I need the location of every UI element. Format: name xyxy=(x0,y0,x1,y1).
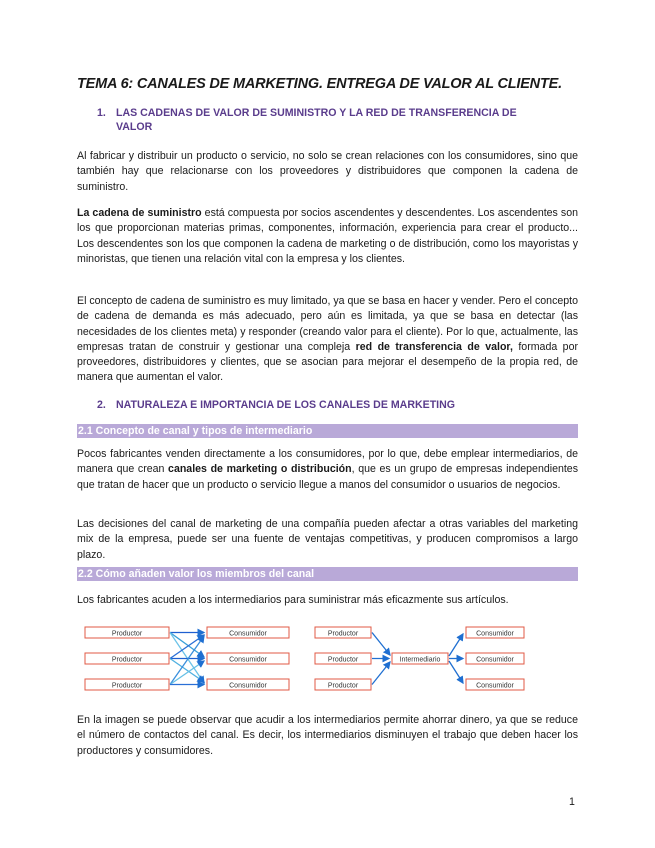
paragraph-channel-decisions: Las decisiones del canal de marketing de una compañía pueden afectar a otras variables del marketing mix de la empresa, puede ser una fuente de ventajas competitivas, y producen compromisos a largo plazo. xyxy=(77,518,578,561)
paragraph-value-network-text1: El concepto de cadena de suministro es muy limitado, ya que se basa en hacer y vender. Pero el concepto de cadena de demanda es más adecuado, pero aún es limitada, ya que se basa en detectar (las necesidades de los clientes meta) y responder (creando valor para el cliente). Por lo que, actualmente, las empresas tratan de construir y gestionar una compleja xyxy=(77,295,578,353)
contact-arrow xyxy=(449,634,463,656)
contact-arrow xyxy=(170,636,204,685)
section-1-heading xyxy=(97,106,579,134)
page-title: TEMA 6: CANALES DE MARKETING. ENTREGA DE VALOR AL CLIENTE. xyxy=(77,76,562,92)
direct-contact-arrows xyxy=(170,633,204,685)
producer-label: Productor xyxy=(111,682,143,690)
paragraph-value-network-text2: formada por proveedores, distribuidores y clientes, que se asocian para mejorar el desempeño de la propia red, de manera que aumentan el valor. xyxy=(77,340,578,384)
section-2-heading-text: NATURALEZA E IMPORTANCIA DE LOS CANALES DE MARKETING xyxy=(116,399,455,411)
direct-channel-diagram xyxy=(85,627,289,690)
section-2-number: 2. xyxy=(97,399,106,411)
producer-label: Productor xyxy=(327,630,359,638)
paragraph-channel-concept-text2: , que es un grupo de empresas independientes que tratan de hacer que un producto o servicio llegue a manos del consumidor o usuarios de negocios. xyxy=(77,463,578,491)
term-supply-chain: La cadena de suministro xyxy=(77,207,202,219)
section-1-heading-line2: VALOR xyxy=(116,121,153,133)
subsection-2-1-band: 2.1 Concepto de canal y tipos de intermediario xyxy=(77,424,578,438)
term-marketing-channels: canales de marketing o distribución xyxy=(168,463,352,476)
intermediary-label: Intermediario xyxy=(399,656,441,664)
section-2-heading xyxy=(97,398,579,412)
contact-arrow xyxy=(372,633,390,656)
subsection-2-2-band: 2.2 Cómo añaden valor los miembros del canal xyxy=(77,567,578,581)
paragraph-intermediaries: Los fabricantes acuden a los intermediarios para suministrar más eficazmente sus artículos. xyxy=(77,594,509,606)
paragraph-supply-relations: Al fabricar y distribuir un producto o servicio, no solo se crean relaciones con los consumidores, sino que también hay que relacionarse con los proveedores y distribuidores que componen la cadena de suministro. xyxy=(77,150,578,193)
intermediary-channel-diagram xyxy=(315,627,524,690)
consumer-label: Consumidor xyxy=(476,630,514,638)
paragraph-channel-concept xyxy=(77,447,578,493)
contact-arrow xyxy=(170,659,204,683)
page-number: 1 xyxy=(569,796,575,808)
consumer-label: Consumidor xyxy=(476,682,514,690)
contact-arrow xyxy=(170,633,204,684)
term-value-network: red de transferencia de valor, xyxy=(355,340,513,353)
consumer-label: Consumidor xyxy=(229,682,267,690)
consumer-label: Consumidor xyxy=(229,630,267,638)
paragraph-conclusion: En la imagen se puede observar que acudir a los intermediarios permite ahorrar dinero, ya que se reduce el número de contactos del canal. Es decir, los intermediarios disminuyen el trabajo que deben hacer los productores y consumidores. xyxy=(77,714,578,757)
consumer-label: Consumidor xyxy=(229,656,267,664)
contact-arrow xyxy=(372,662,390,685)
producer-label: Productor xyxy=(327,682,359,690)
paragraph-supply-chain xyxy=(77,206,578,267)
contact-arrow xyxy=(170,633,204,658)
producer-label: Productor xyxy=(111,656,143,664)
paragraph-value-network xyxy=(77,294,578,386)
section-1-heading-line1: LAS CADENAS DE VALOR DE SUMINISTRO Y LA RED DE TRANSFERENCIA DE xyxy=(116,107,517,119)
channel-diagram xyxy=(82,622,582,698)
contact-arrow xyxy=(170,635,204,659)
producer-label: Productor xyxy=(327,656,359,664)
paragraph-channel-concept-text1: Pocos fabricantes venden directamente a los consumidores, por lo que, debe emplear intermediarios, de manera que crean xyxy=(77,448,578,476)
contact-arrow xyxy=(449,661,463,683)
paragraph-supply-chain-text: está compuesta por socios ascendentes y descendentes. Los ascendentes son los que proporcionan materias primas, componentes, información, experiencia para crear el producto... Los descendentes son los que componen la cadena de marketing o de distribución, como los mayoristas y minoristas, que tienen una relación vital con la empresa y los clientes. xyxy=(77,207,579,265)
section-1-number: 1. xyxy=(97,107,106,119)
producer-label: Productor xyxy=(111,630,143,638)
consumer-label: Consumidor xyxy=(476,656,514,664)
contact-arrow xyxy=(170,661,204,685)
